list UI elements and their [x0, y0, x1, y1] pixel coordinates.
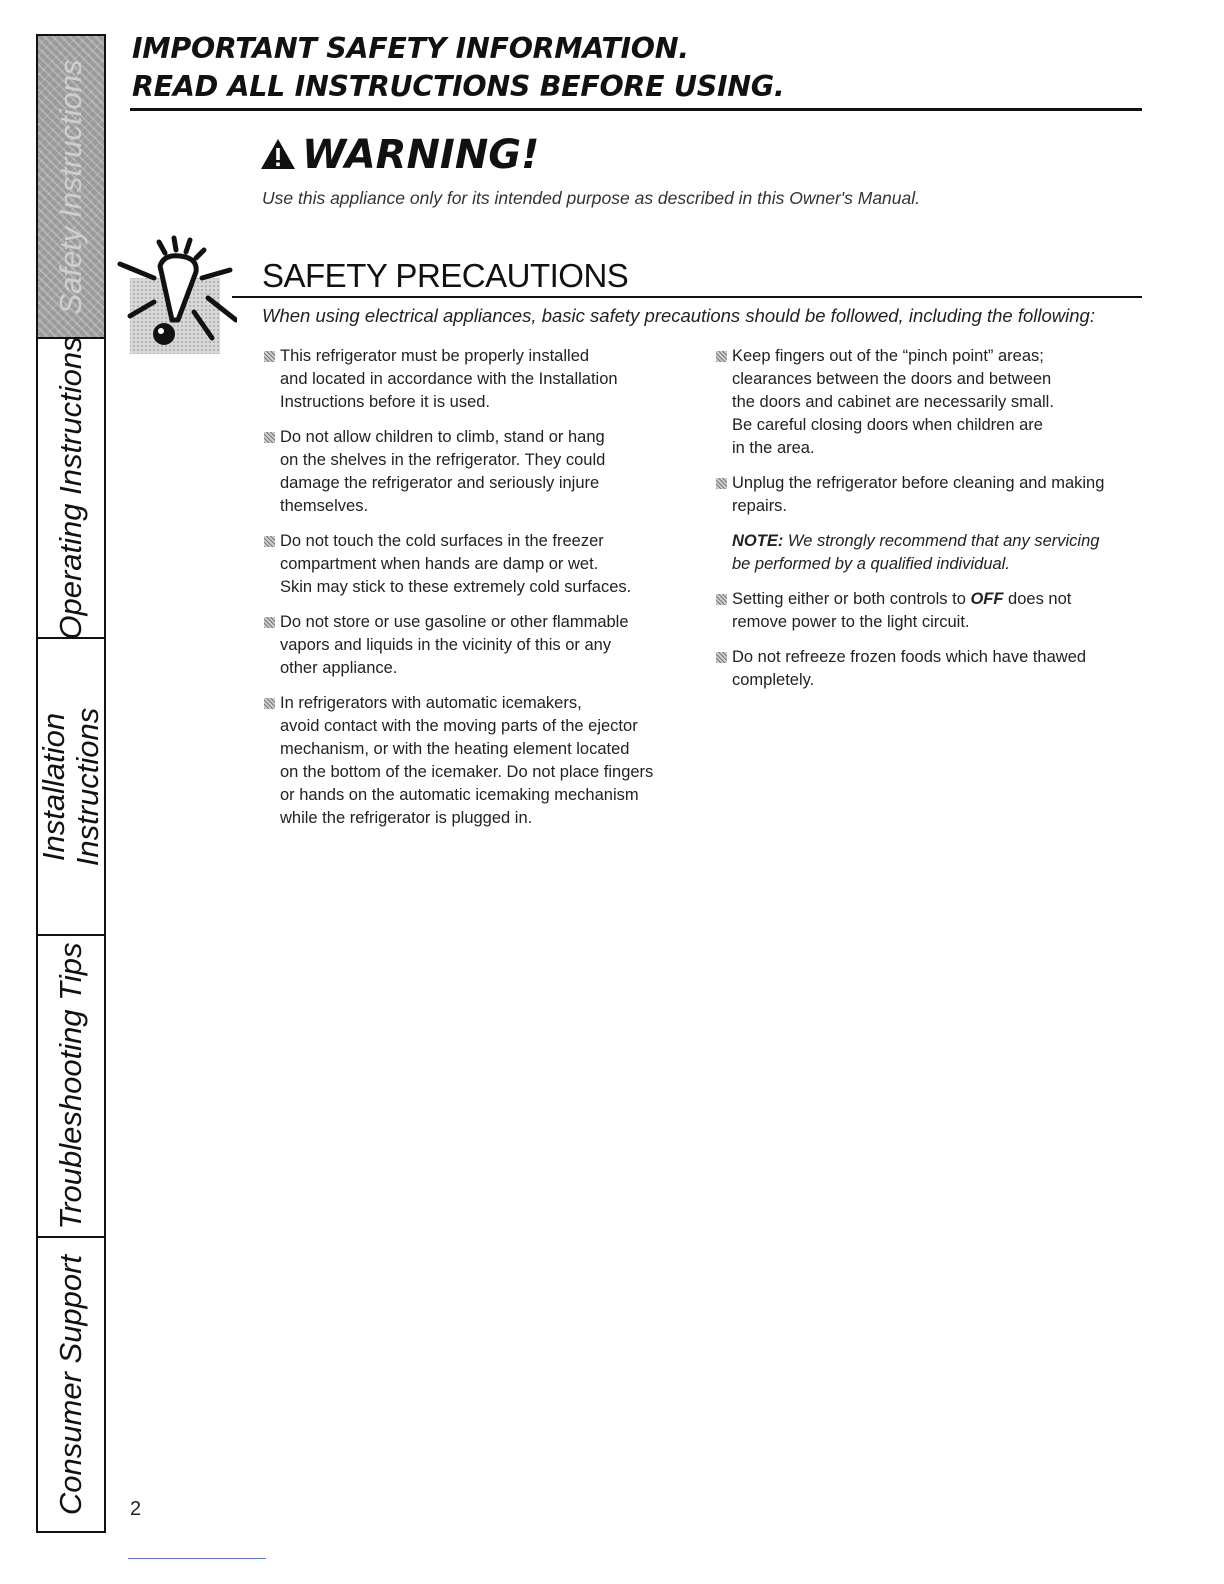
list-item	[714, 472, 1144, 518]
header-divider	[130, 108, 1142, 111]
line: completely.	[732, 671, 815, 689]
tab-label: Troubleshooting Tips	[53, 942, 88, 1230]
line: in the area.	[732, 439, 815, 457]
line: Skin may stick to these extremely cold surfaces.	[280, 578, 632, 596]
safety-precautions-divider	[232, 296, 1142, 298]
line: Do not store or use gasoline or other flammable	[280, 613, 629, 631]
line: on the shelves in the refrigerator. They could	[280, 451, 606, 469]
line: This refrigerator must be properly installed	[280, 347, 590, 365]
warning-triangle-icon	[260, 138, 296, 170]
list-item	[262, 345, 702, 414]
line: Instructions before it is used.	[280, 393, 491, 411]
tab-label-line1: Installation	[36, 712, 71, 861]
line: themselves.	[280, 497, 369, 515]
note	[732, 530, 1144, 576]
tab-label	[37, 707, 105, 866]
tab-label-line2: Instructions	[70, 707, 105, 866]
precautions-left-column	[262, 345, 702, 842]
header-line2: READ ALL INSTRUCTIONS BEFORE USING.	[132, 70, 785, 103]
line: other appliance.	[280, 659, 398, 677]
line: on the bottom of the icemaker. Do not place fingers	[280, 763, 654, 781]
line: mechanism, or with the heating element located	[280, 740, 630, 758]
line: avoid contact with the moving parts of the ejector	[280, 717, 638, 735]
list-item	[262, 692, 702, 830]
list-item	[714, 646, 1144, 692]
alert-exclamation-icon	[112, 228, 237, 356]
list-item	[714, 588, 1144, 634]
bullet-square-icon	[264, 617, 275, 628]
line: Do not touch the cold surfaces in the freezer	[280, 532, 604, 550]
line	[732, 588, 1144, 611]
tab-operating-instructions[interactable]	[38, 336, 104, 640]
section-tabs	[36, 34, 106, 1533]
bullet-square-icon	[264, 698, 275, 709]
tab-troubleshooting-tips[interactable]	[38, 936, 104, 1238]
line: Unplug the refrigerator before cleaning and making	[732, 474, 1105, 492]
tab-safety-instructions[interactable]	[38, 36, 104, 339]
line: vapors and liquids in the vicinity of this or any	[280, 636, 612, 654]
line: Do not allow children to climb, stand or hang	[280, 428, 605, 446]
line: while the refrigerator is plugged in.	[280, 809, 533, 827]
page-header	[132, 30, 1142, 106]
note-line2: be performed by a qualified individual.	[732, 555, 1010, 573]
line: or hands on the automatic icemaking mechanism	[280, 786, 639, 804]
bullet-square-icon	[716, 594, 727, 605]
note-label: NOTE:	[732, 532, 784, 550]
line: In refrigerators with automatic icemakers,	[280, 694, 582, 712]
tab-label: Operating Instructions	[53, 336, 88, 640]
line: Keep fingers out of the “pinch point” areas;	[732, 347, 1044, 365]
text: does not	[1003, 590, 1072, 608]
footer-divider	[128, 1558, 266, 1559]
safety-precautions-title: SAFETY PRECAUTIONS	[262, 257, 629, 294]
list-item	[262, 426, 702, 518]
text: Setting either or both controls to	[732, 590, 971, 608]
bullet-square-icon	[716, 652, 727, 663]
bullet-square-icon	[716, 351, 727, 362]
bullet-square-icon	[264, 432, 275, 443]
line: Do not refreeze frozen foods which have thawed	[732, 648, 1087, 666]
line: clearances between the doors and between	[732, 370, 1052, 388]
safety-precautions-subtitle: When using electrical appliances, basic safety precautions should be followed, including the following:	[262, 305, 1095, 326]
warning-title: WARNING!	[302, 132, 540, 178]
tab-consumer-support[interactable]	[38, 1238, 104, 1531]
bullet-square-icon	[716, 478, 727, 489]
list-item	[714, 345, 1144, 460]
line: remove power to the light circuit.	[732, 613, 970, 631]
line: damage the refrigerator and seriously injure	[280, 474, 600, 492]
bullet-square-icon	[264, 536, 275, 547]
list-item	[262, 611, 702, 680]
line: and located in accordance with the Installation	[280, 370, 618, 388]
tab-label: Consumer Support	[53, 1254, 88, 1515]
tab-installation-instructions[interactable]	[38, 639, 104, 936]
precautions-right-column	[714, 345, 1144, 704]
header-line1: IMPORTANT SAFETY INFORMATION.	[132, 32, 689, 65]
line: Be careful closing doors when children are	[732, 416, 1043, 434]
line: the doors and cabinet are necessarily small.	[732, 393, 1054, 411]
tab-label: Safety Instructions	[53, 58, 88, 315]
line: compartment when hands are damp or wet.	[280, 555, 599, 573]
note-line1	[732, 530, 1144, 553]
warning-heading	[260, 128, 539, 182]
off-label: OFF	[970, 590, 1004, 608]
list-item	[262, 530, 702, 599]
note-text: We strongly recommend that any servicing	[783, 532, 1100, 550]
bullet-square-icon	[264, 351, 275, 362]
warning-text: Use this appliance only for its intended purpose as described in this Owner's Manual.	[262, 188, 921, 208]
line: repairs.	[732, 497, 788, 515]
page-number: 2	[130, 1498, 142, 1520]
